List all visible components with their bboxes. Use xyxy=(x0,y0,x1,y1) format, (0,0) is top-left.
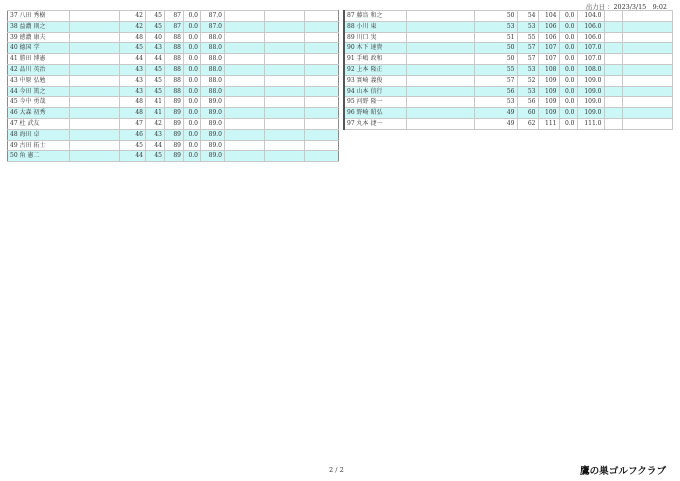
score-cell: 60 xyxy=(517,108,538,119)
score-cell xyxy=(305,64,339,75)
score-cell: 45 xyxy=(146,151,165,162)
score-cell: 43 xyxy=(120,75,146,86)
score-cell: 106 xyxy=(538,21,559,32)
score-cell xyxy=(225,129,265,140)
score-cell: 0.0 xyxy=(184,151,201,162)
score-cell: 0.0 xyxy=(184,108,201,119)
player-name-cell: 50 角 憲二 xyxy=(8,151,70,162)
table-row xyxy=(8,54,339,65)
score-cell xyxy=(406,108,474,119)
score-cell xyxy=(70,64,120,75)
score-cell: 107.0 xyxy=(577,54,604,65)
score-cell: 40 xyxy=(146,32,165,43)
score-cell xyxy=(305,43,339,54)
score-cell xyxy=(622,54,673,65)
score-cell: 88.0 xyxy=(201,43,225,54)
player-name-cell: 88 小川 東 xyxy=(344,21,406,32)
table-row xyxy=(344,21,673,32)
score-cell xyxy=(225,21,265,32)
score-cell: 43 xyxy=(120,64,146,75)
score-cell xyxy=(70,140,120,151)
score-cell xyxy=(305,118,339,129)
table-row xyxy=(8,21,339,32)
score-cell xyxy=(305,86,339,97)
player-name-cell: 38 益濃 則之 xyxy=(8,21,70,32)
score-cell: 42 xyxy=(120,21,146,32)
score-cell: 87 xyxy=(165,11,184,22)
score-cell xyxy=(305,32,339,43)
table-row xyxy=(8,43,339,54)
score-cell xyxy=(265,75,305,86)
score-cell: 89 xyxy=(165,140,184,151)
score-cell: 0.0 xyxy=(559,75,577,86)
score-cell: 45 xyxy=(146,86,165,97)
score-cell xyxy=(70,54,120,65)
score-cell: 87.0 xyxy=(201,11,225,22)
score-cell xyxy=(604,108,622,119)
player-name-cell: 44 今田 篤之 xyxy=(8,86,70,97)
score-cell: 48 xyxy=(120,108,146,119)
player-name-cell: 37 八田 秀樹 xyxy=(8,11,70,22)
score-cell: 0.0 xyxy=(184,75,201,86)
score-cell: 45 xyxy=(146,21,165,32)
score-cell xyxy=(604,32,622,43)
table-row xyxy=(344,64,673,75)
score-cell: 0.0 xyxy=(184,118,201,129)
score-cell xyxy=(225,151,265,162)
score-cell xyxy=(406,43,474,54)
score-cell xyxy=(622,11,673,22)
score-cell: 46 xyxy=(120,129,146,140)
score-cell: 87 xyxy=(165,21,184,32)
score-cell xyxy=(622,32,673,43)
score-cell: 88 xyxy=(165,64,184,75)
score-cell: 53 xyxy=(474,97,517,108)
score-cell: 0.0 xyxy=(559,11,577,22)
score-cell: 0.0 xyxy=(184,97,201,108)
score-cell: 0.0 xyxy=(559,54,577,65)
player-name-cell: 41 勝田 博憲 xyxy=(8,54,70,65)
score-cell: 56 xyxy=(474,86,517,97)
score-cell: 53 xyxy=(474,21,517,32)
score-cell xyxy=(265,151,305,162)
score-cell: 44 xyxy=(120,54,146,65)
table-row xyxy=(8,32,339,43)
score-cell xyxy=(225,75,265,86)
score-cell: 109 xyxy=(538,75,559,86)
table-row xyxy=(344,43,673,54)
score-cell xyxy=(622,118,673,129)
score-cell: 89.0 xyxy=(201,129,225,140)
score-cell xyxy=(265,11,305,22)
score-cell: 53 xyxy=(517,64,538,75)
score-cell xyxy=(265,86,305,97)
score-cell xyxy=(70,21,120,32)
score-cell: 109 xyxy=(538,97,559,108)
score-cell xyxy=(265,54,305,65)
score-cell: 88.0 xyxy=(201,32,225,43)
score-cell: 109 xyxy=(538,108,559,119)
score-cell: 88 xyxy=(165,54,184,65)
score-cell: 43 xyxy=(146,43,165,54)
score-cell xyxy=(265,21,305,32)
output-date-label: 出力日 xyxy=(585,3,606,11)
score-cell xyxy=(622,64,673,75)
score-cell: 0.0 xyxy=(184,32,201,43)
table-row xyxy=(344,32,673,43)
score-cell: 107.0 xyxy=(577,43,604,54)
score-cell: 88 xyxy=(165,43,184,54)
table-row xyxy=(8,11,339,22)
score-cell xyxy=(604,21,622,32)
score-cell: 49 xyxy=(474,118,517,129)
score-cell xyxy=(622,21,673,32)
table-row xyxy=(344,54,673,65)
score-cell: 104.0 xyxy=(577,11,604,22)
score-cell xyxy=(265,140,305,151)
score-cell: 89.0 xyxy=(201,140,225,151)
player-name-cell: 93 實崎 義俊 xyxy=(344,75,406,86)
club-brand: 鷹の巣ゴルフクラブ xyxy=(580,466,667,477)
score-cell: 48 xyxy=(120,32,146,43)
score-cell xyxy=(265,118,305,129)
score-cell xyxy=(305,140,339,151)
player-name-cell: 90 木下 達貴 xyxy=(344,43,406,54)
player-name-cell: 92 上本 隆正 xyxy=(344,64,406,75)
score-cell: 57 xyxy=(517,43,538,54)
score-cell xyxy=(70,86,120,97)
table-row xyxy=(8,129,339,140)
score-cell xyxy=(70,97,120,108)
score-cell: 51 xyxy=(474,32,517,43)
score-cell: 0.0 xyxy=(559,97,577,108)
score-cell xyxy=(70,75,120,86)
score-cell: 106.0 xyxy=(577,32,604,43)
score-cell xyxy=(265,129,305,140)
score-cell xyxy=(622,86,673,97)
score-cell: 44 xyxy=(120,151,146,162)
score-cell xyxy=(265,97,305,108)
score-cell xyxy=(70,43,120,54)
score-cell xyxy=(622,75,673,86)
table-row xyxy=(8,151,339,162)
score-cell: 48 xyxy=(120,97,146,108)
score-cell: 89.0 xyxy=(201,97,225,108)
score-cell: 89 xyxy=(165,129,184,140)
player-name-cell: 46 大森 初秀 xyxy=(8,108,70,119)
score-cell: 62 xyxy=(517,118,538,129)
score-cell: 57 xyxy=(474,75,517,86)
score-cell: 88.0 xyxy=(201,75,225,86)
table-row xyxy=(344,108,673,119)
score-cell xyxy=(604,86,622,97)
score-cell xyxy=(225,54,265,65)
score-cell xyxy=(604,64,622,75)
score-cell xyxy=(604,54,622,65)
score-cell xyxy=(622,97,673,108)
score-cell: 41 xyxy=(146,97,165,108)
score-cell: 89 xyxy=(165,118,184,129)
score-cell: 42 xyxy=(120,11,146,22)
score-cell: 56 xyxy=(517,97,538,108)
score-cell xyxy=(604,118,622,129)
score-cell: 87.0 xyxy=(201,21,225,32)
score-cell: 107 xyxy=(538,54,559,65)
score-cell xyxy=(265,32,305,43)
score-cell xyxy=(305,21,339,32)
score-cell: 89 xyxy=(165,97,184,108)
score-cell xyxy=(265,43,305,54)
score-cell: 57 xyxy=(517,54,538,65)
score-cell: 50 xyxy=(474,11,517,22)
score-cell xyxy=(225,43,265,54)
score-cell xyxy=(604,11,622,22)
score-cell: 47 xyxy=(120,118,146,129)
page-number: 2 / 2 xyxy=(329,466,344,474)
score-cell xyxy=(305,54,339,65)
score-cell xyxy=(305,151,339,162)
score-cell xyxy=(70,129,120,140)
score-cell: 107 xyxy=(538,43,559,54)
score-cell: 0.0 xyxy=(184,129,201,140)
score-cell xyxy=(406,11,474,22)
score-cell: 108.0 xyxy=(577,64,604,75)
score-cell xyxy=(622,108,673,119)
score-cell: 89.0 xyxy=(201,108,225,119)
score-cell: 0.0 xyxy=(559,64,577,75)
score-cell: 0.0 xyxy=(559,86,577,97)
score-cell: 88 xyxy=(165,75,184,86)
score-cell xyxy=(406,118,474,129)
table-row xyxy=(344,118,673,129)
score-cell: 106 xyxy=(538,32,559,43)
player-name-cell: 49 古田 拓士 xyxy=(8,140,70,151)
score-cell: 45 xyxy=(146,75,165,86)
score-cell: 53 xyxy=(517,21,538,32)
output-date-value: ：2023/3/15 9:02 xyxy=(607,3,667,11)
score-cell: 55 xyxy=(474,64,517,75)
score-cell xyxy=(70,118,120,129)
score-cell: 45 xyxy=(120,140,146,151)
score-cell: 89 xyxy=(165,151,184,162)
score-cell xyxy=(406,32,474,43)
table-row xyxy=(8,118,339,129)
score-cell xyxy=(604,43,622,54)
table-row xyxy=(344,97,673,108)
table-row xyxy=(344,75,673,86)
score-cell xyxy=(305,108,339,119)
score-cell: 111.0 xyxy=(577,118,604,129)
score-cell xyxy=(604,97,622,108)
score-cell: 0.0 xyxy=(559,43,577,54)
player-name-cell: 97 丸本 捷一 xyxy=(344,118,406,129)
table-row xyxy=(8,140,339,151)
player-name-cell: 39 徳濃 康夫 xyxy=(8,32,70,43)
score-cell: 52 xyxy=(517,75,538,86)
score-cell xyxy=(225,140,265,151)
score-cell: 88.0 xyxy=(201,64,225,75)
score-cell: 88.0 xyxy=(201,54,225,65)
score-cell: 111 xyxy=(538,118,559,129)
score-cell xyxy=(305,11,339,22)
score-cell: 88.0 xyxy=(201,86,225,97)
score-cell: 89.0 xyxy=(201,118,225,129)
score-cell: 55 xyxy=(517,32,538,43)
player-name-cell: 42 品川 英治 xyxy=(8,64,70,75)
score-cell: 50 xyxy=(474,43,517,54)
score-cell xyxy=(406,97,474,108)
score-cell: 109.0 xyxy=(577,86,604,97)
score-cell: 45 xyxy=(120,43,146,54)
score-cell xyxy=(225,97,265,108)
score-cell xyxy=(225,118,265,129)
table-row xyxy=(8,108,339,119)
score-cell: 43 xyxy=(146,129,165,140)
score-cell: 0.0 xyxy=(184,140,201,151)
score-cell xyxy=(70,108,120,119)
score-cell xyxy=(305,75,339,86)
player-name-cell: 47 杜 武友 xyxy=(8,118,70,129)
player-name-cell: 91 手嶋 政和 xyxy=(344,54,406,65)
score-cell xyxy=(406,54,474,65)
score-cell: 0.0 xyxy=(184,64,201,75)
score-cell: 109 xyxy=(538,86,559,97)
player-name-cell: 94 山本 信行 xyxy=(344,86,406,97)
score-cell: 43 xyxy=(120,86,146,97)
score-cell: 45 xyxy=(146,11,165,22)
score-cell xyxy=(70,151,120,162)
results-table-right xyxy=(343,10,673,130)
score-cell xyxy=(265,108,305,119)
table-row xyxy=(8,75,339,86)
score-cell: 104 xyxy=(538,11,559,22)
score-cell: 54 xyxy=(517,11,538,22)
score-cell: 0.0 xyxy=(184,54,201,65)
table-row xyxy=(8,97,339,108)
score-cell: 109.0 xyxy=(577,97,604,108)
player-name-cell: 40 德国 学 xyxy=(8,43,70,54)
score-cell: 109.0 xyxy=(577,75,604,86)
score-cell xyxy=(305,129,339,140)
score-cell xyxy=(70,32,120,43)
score-cell: 44 xyxy=(146,140,165,151)
score-cell xyxy=(406,64,474,75)
score-cell: 88 xyxy=(165,86,184,97)
score-cell: 0.0 xyxy=(184,86,201,97)
score-cell xyxy=(70,11,120,22)
score-cell: 53 xyxy=(517,86,538,97)
score-cell: 50 xyxy=(474,54,517,65)
table-row xyxy=(344,86,673,97)
score-cell: 0.0 xyxy=(184,21,201,32)
score-cell xyxy=(622,43,673,54)
score-cell xyxy=(406,75,474,86)
score-cell xyxy=(225,86,265,97)
score-cell xyxy=(305,97,339,108)
score-cell xyxy=(225,32,265,43)
score-cell xyxy=(406,21,474,32)
score-cell: 88 xyxy=(165,32,184,43)
score-cell: 44 xyxy=(146,54,165,65)
score-cell xyxy=(265,64,305,75)
table-row xyxy=(344,11,673,22)
score-cell xyxy=(604,75,622,86)
score-cell: 0.0 xyxy=(559,21,577,32)
score-cell: 49 xyxy=(474,108,517,119)
table-row xyxy=(8,86,339,97)
player-name-cell: 87 藤鳥 和之 xyxy=(344,11,406,22)
player-name-cell: 96 野崎 昭弘 xyxy=(344,108,406,119)
table-row xyxy=(8,64,339,75)
player-name-cell: 45 今中 勇哉 xyxy=(8,97,70,108)
score-cell: 41 xyxy=(146,108,165,119)
score-cell: 0.0 xyxy=(184,11,201,22)
score-cell: 42 xyxy=(146,118,165,129)
score-cell: 106.0 xyxy=(577,21,604,32)
score-cell: 108 xyxy=(538,64,559,75)
score-cell xyxy=(225,11,265,22)
score-cell: 0.0 xyxy=(559,108,577,119)
player-name-cell: 48 海田 卓 xyxy=(8,129,70,140)
player-name-cell: 43 中原 弘勉 xyxy=(8,75,70,86)
score-cell: 0.0 xyxy=(559,32,577,43)
player-name-cell: 95 河野 隆一 xyxy=(344,97,406,108)
score-cell: 89.0 xyxy=(201,151,225,162)
score-cell xyxy=(225,108,265,119)
player-name-cell: 89 川口 実 xyxy=(344,32,406,43)
score-cell: 0.0 xyxy=(559,118,577,129)
score-cell: 45 xyxy=(146,64,165,75)
score-cell: 89 xyxy=(165,108,184,119)
results-table-left xyxy=(7,10,339,162)
score-cell xyxy=(225,64,265,75)
score-cell xyxy=(406,86,474,97)
score-cell: 0.0 xyxy=(184,43,201,54)
score-cell: 109.0 xyxy=(577,108,604,119)
